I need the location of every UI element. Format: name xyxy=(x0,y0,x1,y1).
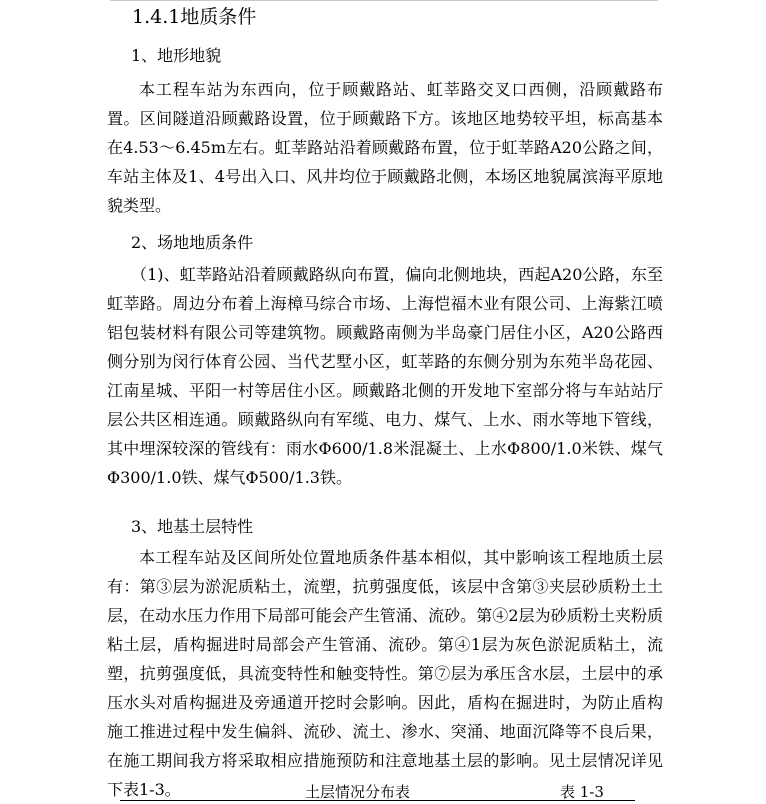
table-caption-title: 土层情况分布表 xyxy=(305,783,411,801)
subsection-heading-site-geology: 2、场地地质条件 xyxy=(131,233,254,252)
subsection-heading-terrain: 1、地形地貌 xyxy=(131,46,222,65)
table-caption-number: 表 1-3 xyxy=(560,783,604,801)
page-top-rule xyxy=(110,0,658,1)
table-caption xyxy=(120,782,635,802)
paragraph-site-geology: （1)、虹莘路站沿着顾戴路纵向布置，偏向北侧地块，西起A20公路，东至虹莘路。周边分布着上海樟马综合市场、上海恺福木业有限公司、上海紫江喷铝包装材料有限公司等建筑物。顾戴路南侧为半岛豪门居住小区，A20公路西侧分别为闵行体育公园、当代艺墅小区，虹莘路的东侧分别为东苑半岛花园、江南星城、平阳一村等居住小区。顾戴路北侧的开发地下室部分将与车站站厅层公共区相连通。顾戴路纵向有军缆、电力、煤气、上水、雨水等地下管线，其中埋深较深的管线有：雨水Φ600/1.8米混凝土、上水Φ800/1.0米铁、煤气Φ300/1.0铁、煤气Φ500/1.3铁。 xyxy=(107,265,663,487)
table-top-rule xyxy=(120,800,635,801)
subsection-heading-soil-properties: 3、地基土层特性 xyxy=(131,517,254,536)
paragraph-soil-properties: 本工程车站及区间所处位置地质条件基本相似，其中影响该工程地质土层有：第③层为淤泥质粘土，流塑，抗剪强度低，该层中含第③夹层砂质粉土土层，在动水压力作用下局部可能会产生管涌、流砂。第④2层为砂质粉土夹粉质粘土层，盾构掘进时局部会产生管涌、流砂。第④1层为灰色淤泥质粘土，流塑，抗剪强度低，具流变特性和触变特性。第⑦层为承压含水层，土层中的承压水头对盾构掘进及旁通道开挖时会影响。因此，盾构在掘进时，为防止盾构施工推进过程中发生偏斜、流砂、流土、渗水、突涌、地面沉降等不良后果，在施工期间我方将采取相应措施预防和注意地基土层的影响。见土层情况详见下表1-3。 xyxy=(107,548,663,799)
paragraph-terrain: 本工程车站为东西向，位于顾戴路站、虹莘路交叉口西侧，沿顾戴路布置。区间隧道沿顾戴路设置，位于顾戴路下方。该地区地势较平坦，标高基本在4.53～6.45m左右。虹莘路站沿着顾戴路布置，位于虹莘路A20公路之间，车站主体及1、4号出入口、风井均位于顾戴路北侧，本场区地貌属滨海平原地貌类型。 xyxy=(107,80,663,215)
section-title: 1.4.1地质条件 xyxy=(132,6,257,28)
